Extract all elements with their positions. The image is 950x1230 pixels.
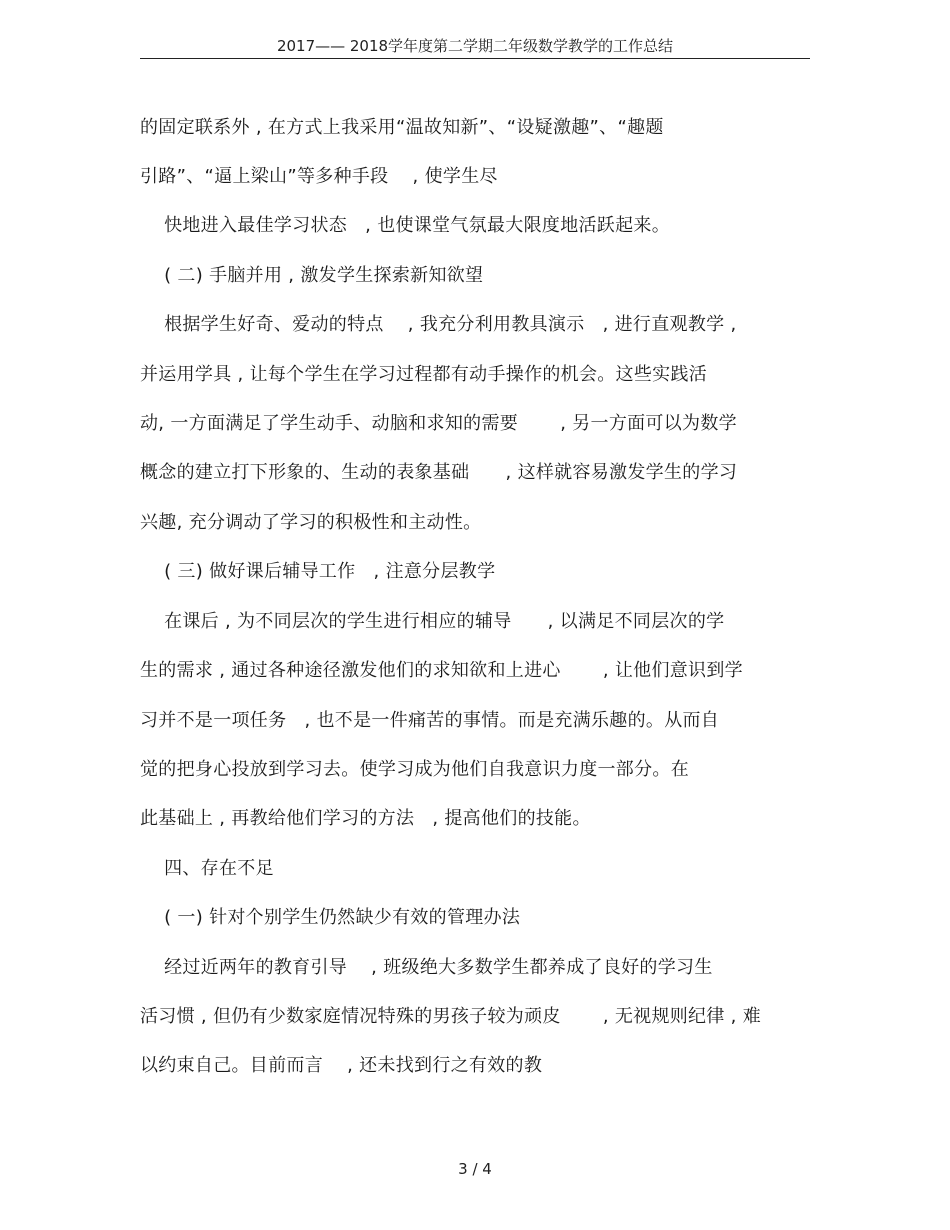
body-line: 并运用学具 , 让每个学生在学习过程都有动手操作的机会。这些实践活 xyxy=(140,364,708,385)
body-line: 快地进入最佳学习状态 , 也使课堂气氛最大限度地活跃起来。 xyxy=(140,215,670,236)
body-line: 此基础上 , 再教给他们学习的方法 , 提高他们的技能。 xyxy=(140,808,591,829)
body-line: 兴趣, 充分调动了学习的积极性和主动性。 xyxy=(140,512,482,533)
section-heading: ( 二) 手脑并用 , 激发学生探索新知欲望 xyxy=(140,265,484,286)
section-heading: 四、存在不足 xyxy=(140,858,274,879)
page-header xyxy=(140,36,810,59)
body-line: 经过近两年的教育引导 , 班级绝大多数学生都养成了良好的学习生 xyxy=(140,957,713,978)
section-heading: ( 三) 做好课后辅导工作 , 注意分层教学 xyxy=(140,561,496,582)
body-line: 以约束自己。目前而言 , 还未找到行之有效的教 xyxy=(140,1055,543,1076)
body-line: 的固定联系外 , 在方式上我采用“温故知新”、“设疑激趣”、“趣题 xyxy=(140,117,664,138)
body-line: 引路”、“逼上梁山”等多种手段 , 使学生尽 xyxy=(140,166,498,187)
body-line: 觉的把身心投放到学习去。使学习成为他们自我意识力度一部分。在 xyxy=(140,759,689,780)
body-line: 动, 一方面满足了学生动手、动脑和求知的需要 , 另一方面可以为数学 xyxy=(140,413,737,434)
page-header-title: 2017—— 2018学年度第二学期二年级数学教学的工作总结 xyxy=(276,37,674,55)
section-heading: ( 一) 针对个别学生仍然缺少有效的管理办法 xyxy=(140,907,521,928)
body-line: 概念的建立打下形象的、生动的表象基础 , 这样就容易激发学生的学习 xyxy=(140,462,738,483)
body-line: 根据学生好奇、爱动的特点 , 我充分利用教具演示 , 进行直观教学 , xyxy=(140,314,737,335)
page-number: 3 / 4 xyxy=(458,1160,492,1178)
body-line: 习并不是一项任务 , 也不是一件痛苦的事情。而是充满乐趣的。从而自 xyxy=(140,710,720,731)
body-line: 在课后 , 为不同层次的学生进行相应的辅导 , 以满足不同层次的学 xyxy=(140,611,725,632)
body-line: 活习惯 , 但仍有少数家庭情况特殊的男孩子较为顽皮 , 无视规则纪律 , 难 xyxy=(140,1006,762,1027)
body-line: 生的需求 , 通过各种途径激发他们的求知欲和上进心 , 让他们意识到学 xyxy=(140,660,743,681)
